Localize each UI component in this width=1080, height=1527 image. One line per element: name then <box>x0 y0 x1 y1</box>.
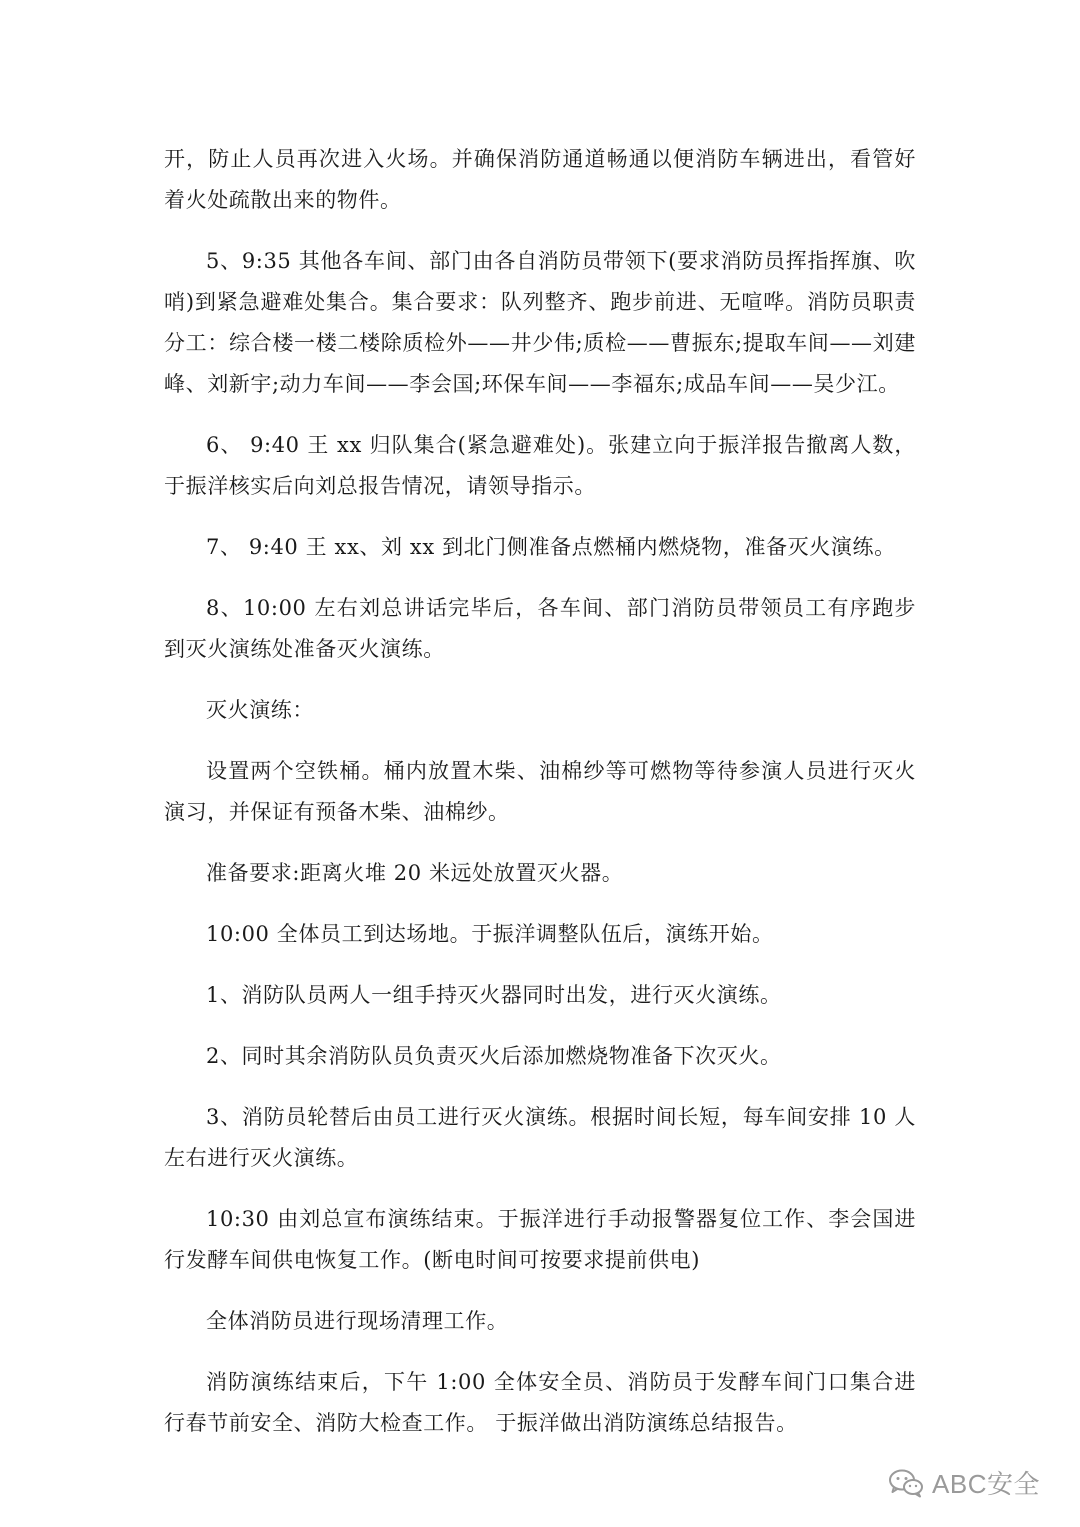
paragraph-3: 6、 9:40 王 xx 归队集合(紧急避难处)。张建立向于振洋报告撤离人数，于振洋核实后向刘总报告情况，请领导指示。 <box>164 433 916 498</box>
paragraph-11: 2、同时其余消防队员负责灭火后添加燃烧物准备下次灭火。 <box>206 1044 782 1068</box>
watermark <box>888 1464 1040 1501</box>
paragraph-14: 全体消防员进行现场清理工作。 <box>206 1309 509 1333</box>
watermark-text: ABC安全 <box>932 1469 1040 1499</box>
document-body <box>164 139 916 1464</box>
paragraph-5: 8、10:00 左右刘总讲话完毕后，各车间、部门消防员带领员工有序跑步到灭火演练处准备灭火演练。 <box>164 596 916 661</box>
wechat-icon <box>888 1468 924 1498</box>
section-heading: 灭火演练： <box>206 698 314 722</box>
paragraph-15: 消防演练结束后，下午 1:00 全体安全员、消防员于发酵车间门口集合进行春节前安全、消防大检查工作。 于振洋做出消防演练总结报告。 <box>164 1370 916 1435</box>
paragraph-12: 3、消防员轮替后由员工进行灭火演练。根据时间长短，每车间安排 10 人左右进行灭火演练。 <box>164 1105 916 1170</box>
paragraph-10: 1、消防队员两人一组手持灭火器同时出发，进行灭火演练。 <box>206 983 782 1007</box>
paragraph-13: 10:30 由刘总宣布演练结束。于振洋进行手动报警器复位工作、李会国进行发酵车间供电恢复工作。(断电时间可按要求提前供电) <box>164 1207 916 1272</box>
paragraph-4: 7、 9:40 王 xx、刘 xx 到北门侧准备点燃桶内燃烧物，准备灭火演练。 <box>206 535 896 559</box>
paragraph-2: 5、9:35 其他各车间、部门由各自消防员带领下(要求消防员挥指挥旗、吹哨)到紧急避难处集合。集合要求：队列整齐、跑步前进、无喧哗。消防员职责分工：综合楼一楼二楼除质检外——井少伟;质检——曹振东;提取车间——刘建峰、刘新宇;动力车间——李会国;环保车间——李福东;成品车间——吴少江。 <box>164 249 916 396</box>
paragraph-8: 准备要求:距离火堆 20 米远处放置灭火器。 <box>206 861 624 885</box>
paragraph-1: 开，防止人员再次进入火场。并确保消防通道畅通以便消防车辆进出，看管好着火处疏散出来的物件。 <box>164 147 916 212</box>
paragraph-7: 设置两个空铁桶。桶内放置木柴、油棉纱等可燃物等待参演人员进行灭火演习，并保证有预备木柴、油棉纱。 <box>164 759 916 824</box>
paragraph-9: 10:00 全体员工到达场地。于振洋调整队伍后，演练开始。 <box>206 922 774 946</box>
